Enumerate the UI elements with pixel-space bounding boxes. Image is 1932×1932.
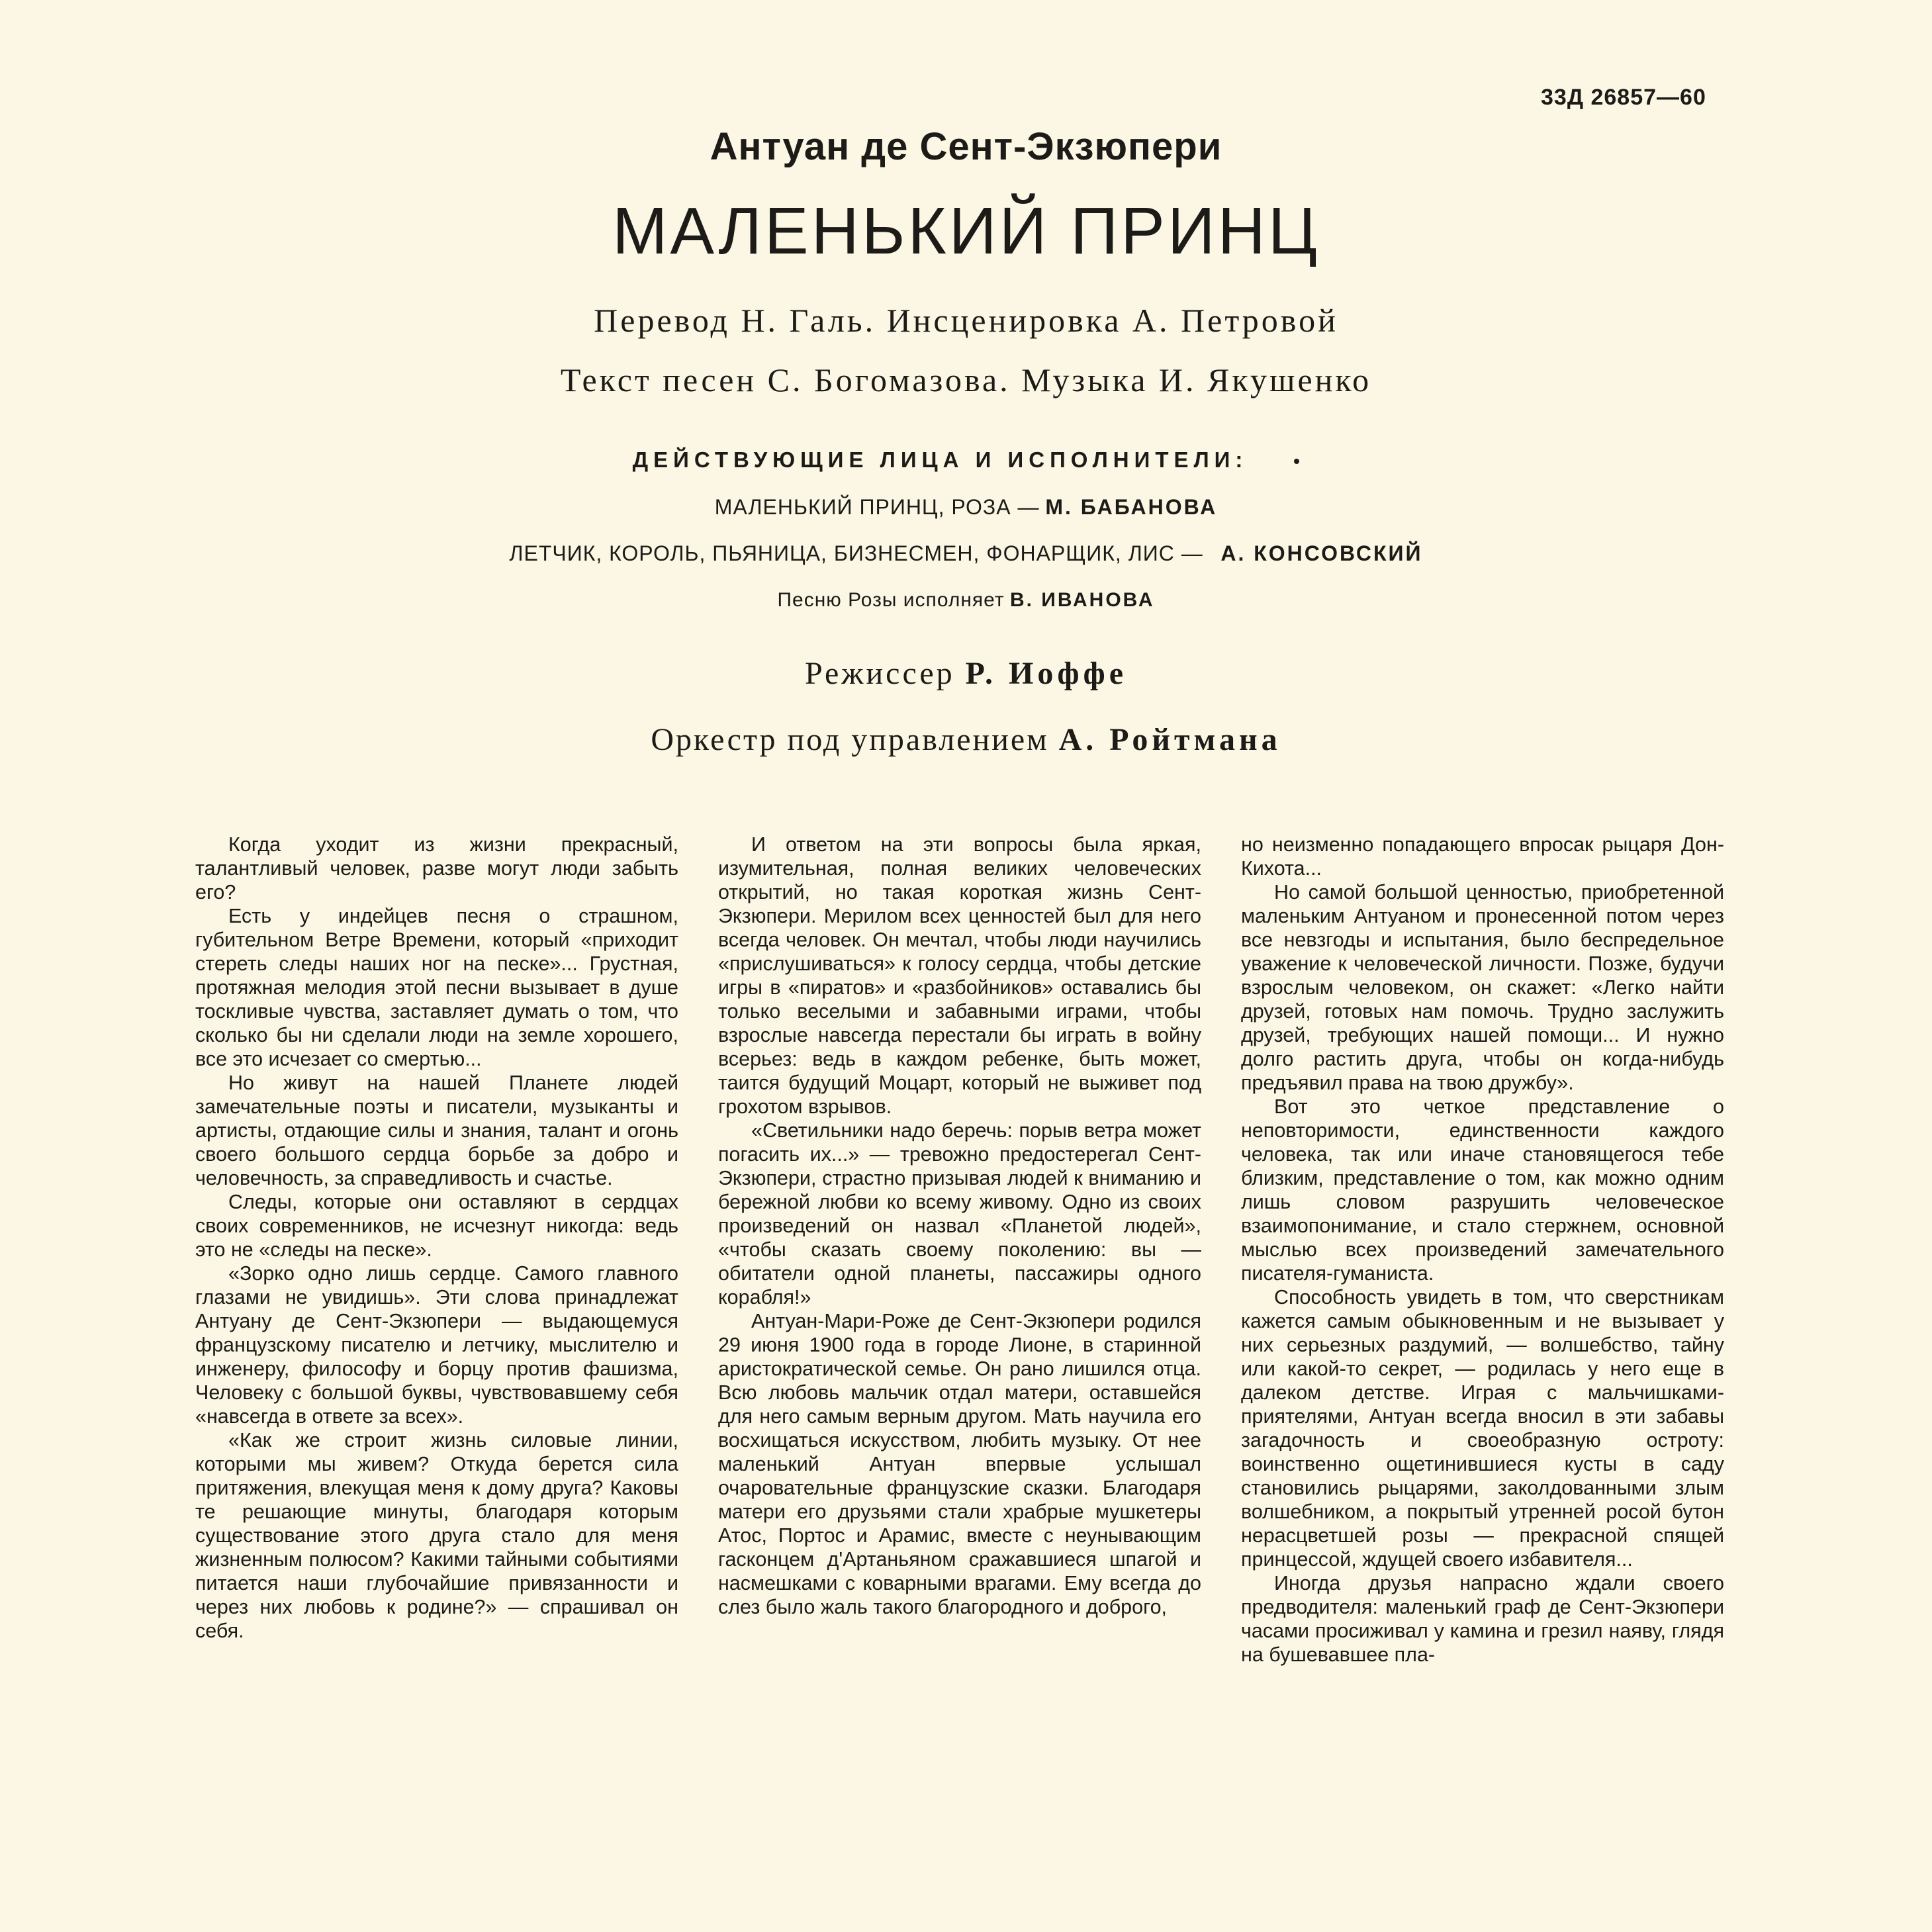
cast-heading-text: ДЕЙСТВУЮЩИЕ ЛИЦА И ИСПОЛНИТЕЛИ: [632,447,1248,472]
text-column-3 [1241,833,1724,1667]
paragraph: но неизменно попадающего впросак рыцаря Дон-Кихота... [1241,833,1724,880]
cast-entry [0,495,1932,520]
cast-heading [0,447,1932,473]
cast-actor: А. КОНСОВСКИЙ [1220,541,1423,565]
paragraph: «Зорко одно лишь сердце. Самого главного глазами не увидишь». Эти слова принадлежат Антуану де Сент-Экзюпери — выдающемуся французскому писателю и летчику, мыслителю и инженеру, философу и борцу против фашизма, Человеку с большой буквы, чувствовавшему себя «навсегда в ответе за всех». [195,1262,678,1428]
paragraph: Способность увидеть в том, что сверстникам кажется самым обыкновенным и не вызывает у них серьезных раздумий, — волшебство, тайну или какой-то секрет, — родилась у него еще в далеком детстве. Играя с мальчишками-приятелями, Антуан всегда вносил в эти забавы загадочность и своеобразную остроту: воинственно ощетинившиеся кусты в саду становились рыцарями, заколдованными злым волшебником, а покрытый утренней росой бутон нерасцветшей розы — прекрасной спящей принцессой, ждущей своего избавителя... [1241,1286,1724,1571]
conductor-name: А. Ройтмана [1058,722,1281,757]
paragraph: Иногда друзья напрасно ждали своего предводителя: маленький граф де Сент-Экзюпери часами просиживал у камина и грезил наяву, глядя на бушевавшее пла- [1241,1572,1724,1666]
catalog-number: 33Д 26857—60 [1541,85,1706,110]
text-column-2 [718,833,1201,1619]
paragraph: Но живут на нашей Планете людей замечательные поэты и писатели, музыканты и артисты, отдающие силы и знания, талант и огонь своего большого сердца борьбе за добро и человечность, за справедливость и счастье. [195,1072,678,1189]
cast-entry [0,589,1932,612]
cast-roles: Песню Розы исполняет [777,589,1005,611]
cast-actor: М. БАБАНОВА [1045,495,1218,519]
orchestra-credit [0,721,1932,758]
text-column-1 [195,833,678,1643]
cast-entry [0,541,1932,566]
paragraph: Есть у индейцев песня о страшном, губительном Ветре Времени, который «приходит стереть следы наших ног на песке»... Грустная, протяжная мелодия этой песни вызывает в душе тоскливые чувства, заставляет думать о том, что сколько бы ни сделали люди на земле хорошего, все это исчезает со смертью... [195,905,678,1070]
dot-mark [1294,459,1299,464]
cast-actor: В. ИВАНОВА [1009,589,1155,611]
director-credit [0,655,1932,692]
paragraph: И ответом на эти вопросы была яркая, изумительная, полная великих человеческих открытий, но такая короткая жизнь Сент-Экзюпери. Мерилом всех ценностей был для него всегда человек. Он мечтал, чтобы люди научились «прислушиваться» к голосу сердца, чтобы детские игры в «пиратов» и «разбойников» оставались бы только веселыми и забавными играми, чтобы взрослые навсегда перестали бы играть в войну всерьез: ведь в каждом ребенке, быть может, таится будущий Моцарт, который не выживет под грохотом взрывов. [718,833,1201,1118]
director-name: Р. Иоффе [965,656,1128,691]
director-label: Режиссер [804,656,955,691]
paragraph: Когда уходит из жизни прекрасный, талантливый человек, разве могут люди забыть его? [195,833,678,903]
paragraph: Антуан-Мари-Роже де Сент-Экзюпери родился 29 июня 1900 года в городе Лионе, в старинной аристократической семье. Он рано лишился отца. Всю любовь мальчик отдал матери, оставшейся для него самым верным другом. Мать научила его восхищаться искусством, любить музыку. От нее маленький Антуан впервые услышал очаровательные французские сказки. Благодаря матери его друзьями стали храбрые мушкетеры Атос, Портос и Арамис, вместе с неунывающим гасконцем д'Артаньяном сражавшиеся шпагой и насмешками с коварными врагами. Ему всегда до слез было жаль такого благородного и доброго, [718,1310,1201,1618]
cast-roles: МАЛЕНЬКИЙ ПРИНЦ, РОЗА — [714,495,1040,519]
author-name: Антуан де Сент-Экзюпери [710,125,1222,168]
paragraph: «Как же строит жизнь силовые линии, которыми мы живем? Откуда берется сила притяжения, влекущая меня к дому друга? Каковы те решающие минуты, благодаря которым существование этого друга стало для меня жизненным полюсом? Какими тайными событиями питается наши глубочайшие привязанности и через них любовь к родине?» — спрашивал он себя. [195,1429,678,1642]
orchestra-label: Оркестр под управлением [651,722,1049,757]
translation-credit: Перевод Н. Галь. Инсценировка А. Петровой [594,302,1338,339]
music-credit: Текст песен С. Богомазова. Музыка И. Якушенко [560,361,1372,398]
cast-roles: ЛЕТЧИК, КОРОЛЬ, ПЬЯНИЦА, БИЗНЕСМЕН, ФОНАРЩИК, ЛИС — [509,541,1203,565]
paragraph: Но самой большой ценностью, приобретенной маленьким Антуаном и пронесенной потом через все невзгоды и испытания, было беспредельное уважение к человеческой личности. Позже, будучи взрослым человеком, он скажет: «Легко найти друзей, готовых нам помочь. Трудно заслужить друзей, требующих нашей помощи... И нужно долго растить друга, чтобы он когда-нибудь предъявил права на твою дружбу». [1241,881,1724,1094]
album-title: МАЛЕНЬКИЙ ПРИНЦ [612,194,1320,268]
paragraph: Вот это четкое представление о неповторимости, единственности каждого человека, так или иначе становящегося тебе близким, представление о том, как можно одним лишь словом разрушить человеческое взаимопонимание, и стало стержнем, основной мыслью всех произведений замечательного писателя-гуманиста. [1241,1095,1724,1285]
paragraph: Следы, которые они оставляют в сердцах своих современников, не исчезнут никогда: ведь это не «следы на песке». [195,1191,678,1261]
paragraph: «Светильники надо беречь: порыв ветра может погасить их...» — тревожно предостерегал Сент-Экзюпери, страстно призывая людей к вниманию и бережной любви ко всему живому. Одно из своих произведений он назвал «Планетой людей», «чтобы сказать своему поколению: вы — обитатели одной планеты, пассажиры одного корабля!» [718,1119,1201,1309]
